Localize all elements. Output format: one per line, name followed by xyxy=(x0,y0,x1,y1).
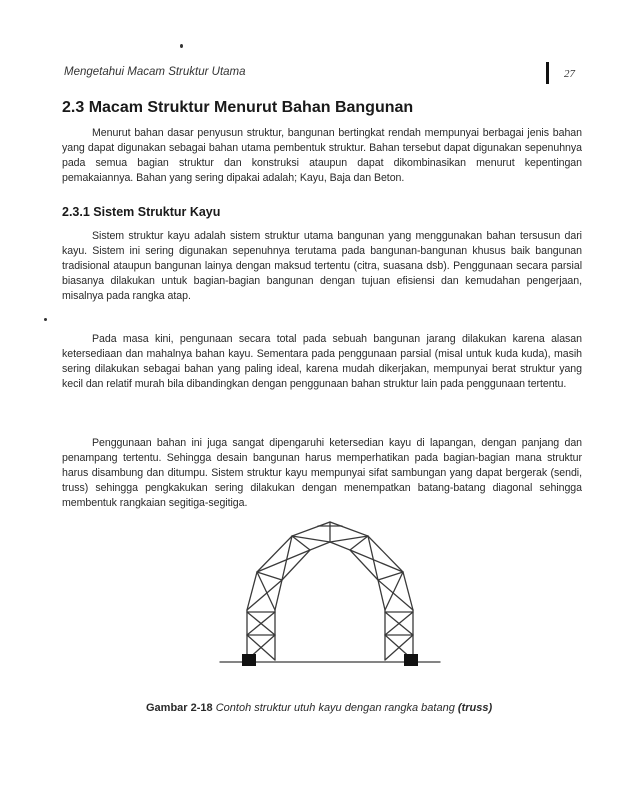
header-rule xyxy=(546,62,549,84)
arch-diagonal xyxy=(385,572,403,610)
arch-diagonal xyxy=(247,580,282,610)
figure-label: Gambar 2-18 xyxy=(146,702,213,714)
truss-drawing xyxy=(200,514,460,690)
scan-speck xyxy=(44,318,47,321)
left-footing xyxy=(242,654,256,666)
right-footing xyxy=(404,654,418,666)
arch-diagonal xyxy=(257,572,275,610)
arch-diagonal xyxy=(257,550,310,572)
body-paragraph: Sistem struktur kayu adalah sistem struktur utama bangunan yang menggunakan bahan tersusun dari kayu. Sistem ini sering digunakan sepenuhnya terutama pada bangunan-bangunan khusus baik bangunan tradisional ataupun bangunan lainya dengan maksud tertentu (citra, suasana dsb). Penggunaan secara parsial biasanya dilakukan untuk bagian-bagian bangunan dengan tujuan efisiensi dan kemudahan pengerjaan, misalnya pada rangka atap. xyxy=(62,230,582,302)
arch-diagonal xyxy=(378,580,413,610)
figure-caption xyxy=(146,702,546,714)
section-heading: 2.3 Macam Struktur Menurut Bahan Bangunan xyxy=(62,99,414,116)
arch-diagonal xyxy=(350,550,403,572)
page-number: 27 xyxy=(564,68,575,80)
body-paragraph: Penggunaan bahan ini juga sangat dipengaruhi ketersedian kayu di lapangan, dengan panjang dan penampang tertentu. Sehingga desain bangunan harus memperhatikan pada bagian-bagian mana struktur harus disambung dan ditumpu. Sistem struktur kayu mempunyai sifat sambungan yang dapat bergerak (sendi, truss) sehingga pengkakukan sering dilakukan dengan menempatkan batang-batang diagonal sehingga membentuk rangkaian segitiga-segitiga. xyxy=(62,437,582,509)
scan-speck xyxy=(180,44,183,48)
subsection-heading: 2.3.1 Sistem Struktur Kayu xyxy=(62,205,221,219)
running-title: Mengetahui Macam Struktur Utama xyxy=(64,66,246,78)
figure-caption-term: (truss) xyxy=(457,702,493,714)
figure-caption-text: Contoh struktur utuh kayu dengan rangka batang xyxy=(215,702,455,714)
page-header xyxy=(64,62,584,84)
arch-inner-chord xyxy=(275,542,385,610)
section-intro-paragraph: Menurut bahan dasar penyusun struktur, bangunan bertingkat rendah mempunyai berbagai jenis bahan yang dapat digunakan sebagai bahan utama pembentuk struktur. Bahan tersebut dapat digunakan sepenuhnya pada semua bagian struktur dan konstruksi ataupun dapat dikombinasikan menurut kepentingan pemakaiannya. Bahan yang sering dipakai adalah; Kayu, Baja dan Beton. xyxy=(62,127,582,184)
body-paragraph: Pada masa kini, pengunaan secara total pada sebuah bangunan jarang dilakukan karena alasan ketersediaan dan mahalnya bahan kayu. Sementara pada penggunaan parsial (misal untuk kuda kuda), masih sering dilakukan sebagai bahan yang paling ideal, karena mudah dikerjakan, mempunyai berat struktur yang kecil dan relatif murah bila dibandingkan dengan penggunaan bahan struktur lain pada penggunaan tertentu. xyxy=(62,333,582,390)
timber-truss-figure xyxy=(200,514,460,690)
